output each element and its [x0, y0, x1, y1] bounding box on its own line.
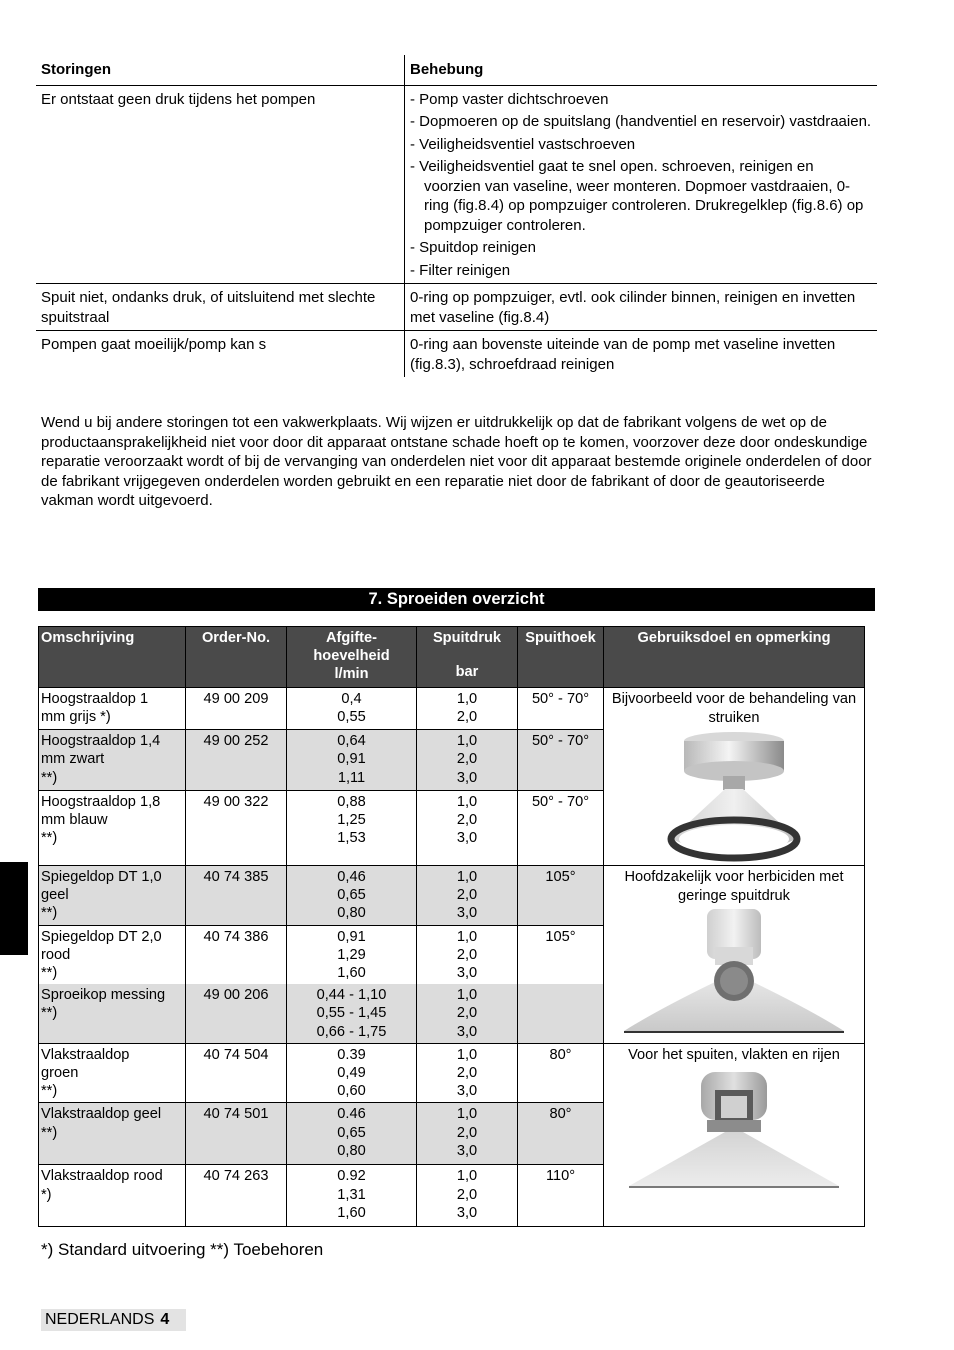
output-value: 1,31	[337, 1186, 366, 1203]
description-line: **)	[41, 1005, 58, 1022]
output-values	[287, 1165, 417, 1227]
description-line: rood	[41, 946, 71, 963]
pressure-value: 1,0	[456, 1106, 478, 1123]
nozzle-table	[38, 626, 865, 1227]
output-value: 1,60	[337, 965, 366, 982]
troubleshooting-header-row	[36, 55, 877, 85]
output-value: 0,66 - 1,75	[316, 1023, 387, 1040]
purpose-cell	[604, 688, 865, 866]
nozzle-description	[39, 1103, 186, 1165]
remedy-cell	[405, 85, 878, 284]
order-number: 40 74 385	[186, 866, 287, 926]
spray-angle: 50° - 70°	[518, 688, 604, 730]
pressure-values	[417, 1043, 518, 1103]
description-line: Hoogstraaldop 1,4	[41, 733, 161, 750]
pressure-value: 2,0	[456, 751, 478, 768]
nozzle-description	[39, 866, 186, 926]
purpose-text: Bijvoorbeeld voor de behandeling van struiken	[611, 691, 857, 726]
remedy-cell: 0-ring op pompzuiger, evtl. ook cilinder binnen, reinigen en invetten met vaseline (fig.8.4)	[405, 284, 878, 331]
description-line: geel	[41, 887, 69, 904]
pressure-values	[417, 791, 518, 866]
output-values	[287, 730, 417, 791]
output-value: 0,65	[337, 1124, 366, 1141]
nozzle-description	[39, 984, 186, 1043]
order-number: 49 00 322	[186, 791, 287, 866]
description-line: **)	[41, 1083, 58, 1100]
output-values	[287, 866, 417, 926]
purpose-text: Voor het spuiten, vlakten en rijen	[628, 1046, 840, 1063]
description-line: **)	[41, 830, 58, 847]
remedy-cell: 0-ring aan bovenste uiteinde van de pomp met vaseline invetten (fig.8.3), schroefdraad reinigen	[405, 331, 878, 378]
pressure-values	[417, 730, 518, 791]
pressure-value: 3,0	[456, 1142, 478, 1159]
deflector-nozzle-image	[619, 909, 849, 1037]
description-line: **)	[41, 769, 58, 786]
order-number: 49 00 206	[186, 984, 287, 1043]
pressure-value: 3,0	[456, 1023, 478, 1040]
remedy-item: - Dopmoeren op de spuitslang (handventiel en reservoir) vastdraaien.	[410, 113, 872, 130]
pressure-values	[417, 925, 518, 984]
output-values	[287, 688, 417, 730]
remedy-item: - Veiligheidsventiel vastschroeven	[410, 135, 636, 153]
header-output-unit: l/min	[334, 666, 369, 682]
pressure-value: 3,0	[456, 769, 478, 786]
side-tab-marker	[0, 862, 28, 955]
output-value: 0.39	[337, 1046, 366, 1063]
output-value: 0,65	[337, 887, 366, 904]
output-value: 0,44 - 1,10	[316, 987, 387, 1004]
output-value: 0.92	[337, 1168, 366, 1185]
spray-angle: 110°	[518, 1165, 604, 1227]
header-pressure	[417, 627, 518, 688]
pressure-value: 1,0	[456, 869, 478, 885]
problem-cell: Spuit niet, ondanks druk, of uitsluitend met slechte spuitstraal	[36, 284, 405, 331]
output-value: 0,55	[337, 709, 366, 726]
description-line: Sproeikop messing	[41, 987, 166, 1004]
pressure-value: 2,0	[456, 709, 478, 726]
spray-angle: 50° - 70°	[518, 791, 604, 866]
output-value: 0,80	[337, 1142, 366, 1159]
footnote: *) Standard uitvoering **) Toebehoren	[41, 1240, 324, 1259]
troubleshooting-row	[36, 331, 877, 378]
description-line: Spiegeldop DT 1,0	[41, 869, 162, 885]
description-line: Vlakstraaldop	[41, 1046, 130, 1063]
output-value: 0,91	[337, 928, 366, 945]
pressure-value: 1,0	[456, 1168, 478, 1185]
order-number: 40 74 263	[186, 1165, 287, 1227]
output-value: 1,11	[337, 769, 366, 786]
nozzle-row	[39, 1043, 865, 1103]
order-number: 40 74 501	[186, 1103, 287, 1165]
spray-angle: 105°	[518, 925, 604, 984]
page-number: 4	[160, 1311, 170, 1328]
output-value: 0,64	[337, 733, 366, 750]
spray-angle	[518, 984, 604, 1043]
description-line: **)	[41, 965, 58, 982]
output-value: 1,25	[337, 812, 366, 829]
problem-cell: Pompen gaat moeilijk/pomp kan s	[41, 336, 267, 353]
troubleshooting-row	[36, 85, 877, 284]
description-line: **)	[41, 905, 58, 922]
output-values	[287, 925, 417, 984]
troubleshooting-table	[36, 55, 877, 377]
output-value: 0,46	[337, 869, 366, 885]
remedy-item: - Filter reinigen	[410, 261, 511, 279]
spray-angle: 80°	[518, 1103, 604, 1165]
output-value: 0,91	[337, 751, 366, 768]
problem-cell: Er ontstaat geen druk tijdens het pompen	[36, 85, 405, 284]
nozzle-description	[39, 1043, 186, 1103]
header-output	[287, 627, 417, 688]
pressure-value: 2,0	[456, 1065, 478, 1082]
output-value: 1,60	[337, 1204, 366, 1221]
nozzle-row	[39, 688, 865, 730]
header-pressure-label: Spuitdruk	[432, 630, 502, 646]
description-line: mm blauw	[41, 812, 108, 829]
description-line: groen	[41, 1065, 79, 1082]
liability-note: Wend u bij andere storingen tot een vakwerkplaats. Wij wijzen er uitdrukkelijk op dat de fabrikant volgens de wet op de productaansprakelijkheid niet voor door dit apparaat ontstane schade hoeft op te komen, voorzover deze door ondeskundige reparatie veroorzaakt wordt of bij de vervanging van onderdelen niet voor dit apparaat bestemde originele onderdelen of door de fabrikant vrijgegeven onderdelen worden gebruikt en een reparatie niet door de fabrikant of door de geautoriseerde vakman wordt uitgevoerd.	[41, 414, 872, 509]
nozzle-description	[39, 730, 186, 791]
nozzle-description	[39, 925, 186, 984]
order-number: 40 74 386	[186, 925, 287, 984]
spray-angle: 105°	[518, 866, 604, 926]
pressure-value: 2,0	[456, 1005, 478, 1022]
nozzle-description	[39, 1165, 186, 1227]
pressure-value: 2,0	[456, 1124, 478, 1141]
pressure-value: 1,0	[456, 987, 478, 1004]
order-number: 40 74 504	[186, 1043, 287, 1103]
purpose-cell	[604, 1043, 865, 1227]
pressure-values	[417, 866, 518, 926]
header-description: Omschrijving	[39, 627, 186, 688]
output-values	[287, 1103, 417, 1165]
output-value: 0,60	[337, 1083, 366, 1100]
output-values	[287, 984, 417, 1043]
output-value: 0,4	[341, 691, 362, 707]
pressure-value: 3,0	[456, 1083, 478, 1100]
nozzle-row	[39, 866, 865, 926]
pressure-value: 1,0	[456, 1046, 478, 1063]
order-number: 49 00 252	[186, 730, 287, 791]
output-value: 0,49	[337, 1065, 366, 1082]
description-line: Vlakstraaldop geel	[41, 1106, 162, 1123]
description-line: *)	[41, 1186, 52, 1203]
pressure-value: 1,0	[456, 691, 478, 707]
output-values	[287, 1043, 417, 1103]
output-value: 0,80	[337, 905, 366, 922]
pressure-values	[417, 1103, 518, 1165]
pressure-values	[417, 688, 518, 730]
cone-nozzle-image	[659, 731, 809, 863]
description-line: mm grijs *)	[41, 709, 111, 726]
purpose-text: Hoofdzakelijk voor herbiciden met geringe spuitdruk	[624, 869, 844, 904]
description-line: Vlakstraaldop rood	[41, 1168, 163, 1185]
nozzle-description	[39, 688, 186, 730]
flat-fan-nozzle-image	[619, 1068, 849, 1198]
remedy-item: - Spuitdop reinigen	[410, 239, 536, 256]
header-problem: Storingen	[36, 55, 405, 85]
pressure-value: 3,0	[456, 965, 478, 982]
footer-language: NEDERLANDS	[45, 1311, 155, 1328]
header-angle: Spuithoek	[518, 627, 604, 688]
description-line: Hoogstraaldop 1	[41, 691, 149, 707]
output-value: 1,29	[337, 946, 366, 963]
header-remedy: Behebung	[405, 55, 878, 85]
output-value: 0.46	[337, 1106, 366, 1123]
output-values	[287, 791, 417, 866]
spray-angle: 50° - 70°	[518, 730, 604, 791]
page-footer	[41, 1309, 186, 1331]
pressure-value: 1,0	[456, 733, 478, 750]
header-order-no: Order-No.	[186, 627, 287, 688]
order-number: 49 00 209	[186, 688, 287, 730]
pressure-value: 3,0	[456, 1204, 478, 1221]
output-value: 0,55 - 1,45	[316, 1005, 387, 1022]
pressure-value: 3,0	[456, 830, 478, 847]
pressure-value: 2,0	[456, 1186, 478, 1203]
pressure-value: 1,0	[456, 928, 478, 945]
remedy-item: - Pomp vaster dichtschroeven	[410, 90, 609, 108]
description-line: Spiegeldop DT 2,0	[41, 928, 162, 945]
header-pressure-unit: bar	[455, 664, 479, 680]
pressure-values	[417, 1165, 518, 1227]
description-line: **)	[41, 1124, 58, 1141]
nozzle-header-row	[39, 627, 865, 688]
header-output-line: hoevelheid	[313, 648, 390, 664]
section-title: 7. Sproeiden overzicht	[38, 588, 875, 611]
spray-angle: 80°	[518, 1043, 604, 1103]
description-line: Hoogstraaldop 1,8	[41, 794, 161, 810]
description-line: mm zwart	[41, 751, 105, 768]
pressure-value: 2,0	[456, 887, 478, 904]
pressure-value: 2,0	[456, 812, 478, 829]
pressure-value: 3,0	[456, 905, 478, 922]
header-purpose: Gebruiksdoel en opmerking	[604, 627, 865, 688]
header-output-line: Afgifte-	[325, 630, 378, 646]
output-value: 0,88	[337, 794, 366, 810]
remedy-item: - Veiligheidsventiel gaat te snel open. schroeven, reinigen en voorzien van vaseline, weer monteren. Dopmoer vastdraaien, 0-ring (fig.8.4) op pompzuiger controleren. Drukregelklep (fig.8.6) op pompzuiger controleren.	[410, 158, 864, 234]
purpose-cell	[604, 866, 865, 1044]
troubleshooting-row	[36, 284, 877, 331]
pressure-value: 2,0	[456, 946, 478, 963]
nozzle-description	[39, 791, 186, 866]
pressure-values	[417, 984, 518, 1043]
output-value: 1,53	[337, 830, 366, 847]
pressure-value: 1,0	[456, 794, 478, 810]
